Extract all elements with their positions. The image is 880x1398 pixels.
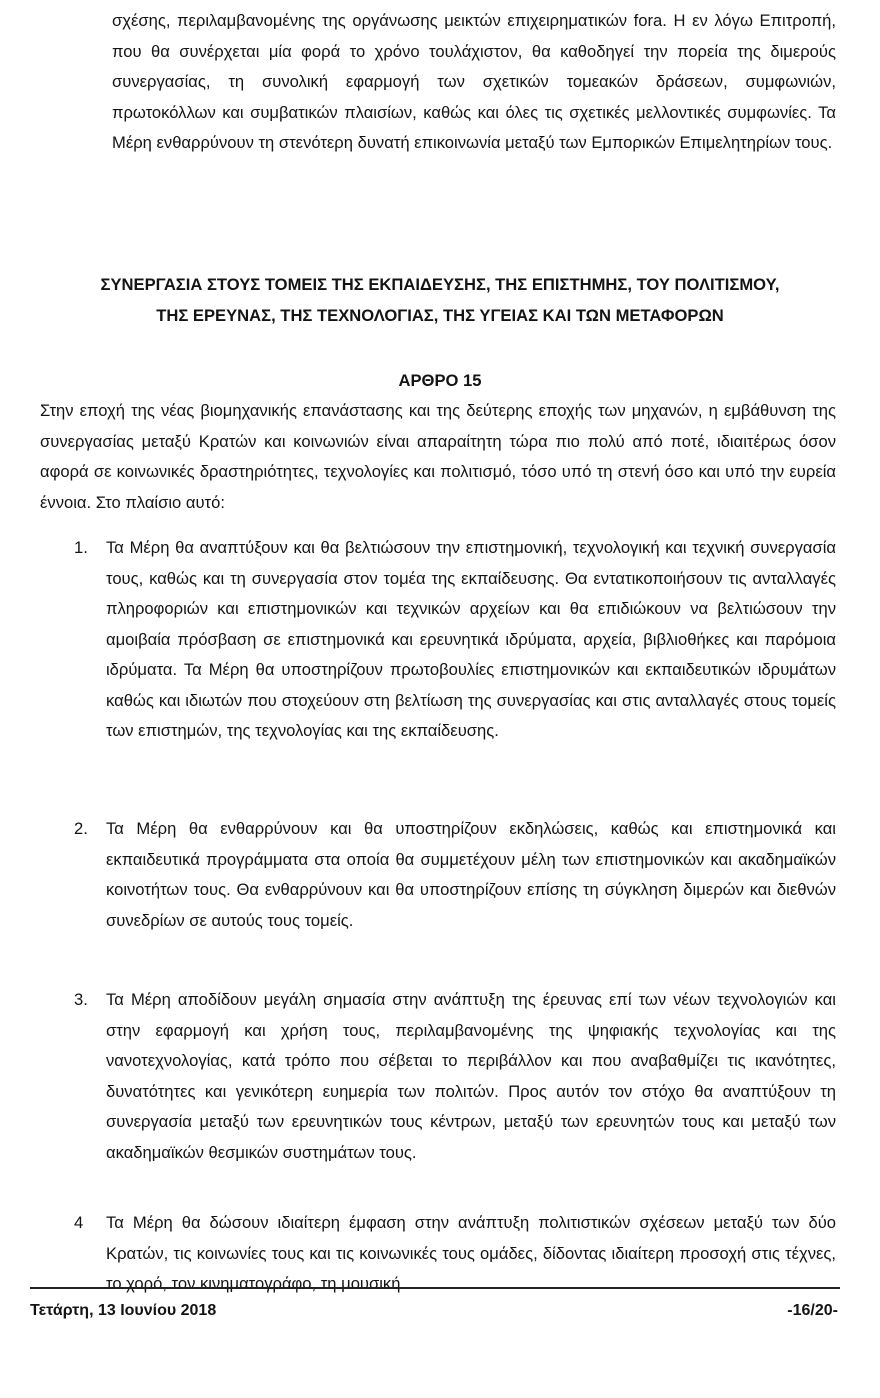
list-item-text: Τα Μέρη θα ενθαρρύνουν και θα υποστηρίζουν εκδηλώσεις, καθώς και επιστημονικά και εκπαιδευτικά προγράμματα στα οποία θα συμμετέχουν μέλη των επιστημονικών και ακαδημαϊκών κοινοτήτων τους. Θα ενθαρρύνουν και θα υποστηρίζουν επίσης τη σύγκληση διμερών και διεθνών συνεδρίων σε αυτούς τους τομείς. xyxy=(106,819,836,930)
section-heading xyxy=(40,270,840,331)
list-item-number: 1. xyxy=(74,538,88,557)
intro-paragraph: σχέσης, περιλαμβανομένης της οργάνωσης μεικτών επιχειρηματικών fora. Η εν λόγω Επιτροπή, που θα συνέρχεται μία φορά το χρόνο τουλάχιστον, θα καθοδηγεί την πορεία της διμερούς συνεργασίας, τη συνολική εφαρμογή των σχετικών τομεακών δράσεων, συμφωνιών, πρωτοκόλλων και συμβατικών πλαισίων, καθώς και όλες τις σχετικές μελλοντικές συμφωνίες. Τα Μέρη ενθαρρύνουν τη στενότερη δυνατή επικοινωνία μεταξύ των Εμπορικών Επιμελητηρίων τους. xyxy=(112,11,836,152)
article-title: ΑΡΘΡΟ 15 xyxy=(398,371,482,390)
list-item-number: 2. xyxy=(74,819,88,838)
footer-date: Τετάρτη, 13 Ιουνίου 2018 xyxy=(30,1302,217,1319)
section-heading-line-2: ΤΗΣ ΕΡΕΥΝΑΣ, ΤΗΣ ΤΕΧΝΟΛΟΓΙΑΣ, ΤΗΣ ΥΓΕΙΑΣ ΚΑΙ ΤΩΝ ΜΕΤΑΦΟΡΩΝ xyxy=(156,305,724,325)
list-item-text: Τα Μέρη θα δώσουν ιδιαίτερη έμφαση στην ανάπτυξη πολιτιστικών σχέσεων μεταξύ των δύο Κρατών, τις κοινωνίες τους και τις κοινωνικές τους ομάδες, δίδοντας ιδιαίτερη προσοχή στις τέχνες, το χορό, τον κινηματογράφο, τη μουσική xyxy=(106,1213,836,1293)
page-number: -16/20- xyxy=(787,1302,838,1319)
list-item-number: 4 xyxy=(74,1213,84,1232)
section-heading-line-1: ΣΥΝΕΡΓΑΣΙΑ ΣΤΟΥΣ ΤΟΜΕΙΣ ΤΗΣ ΕΚΠΑΙΔΕΥΣΗΣ, ΤΗΣ ΕΠΙΣΤΗΜΗΣ, ΤΟΥ ΠΟΛΙΤΙΣΜΟΥ, xyxy=(100,275,780,294)
list-item-text: Τα Μέρη θα αναπτύξουν και θα βελτιώσουν την επιστημονική, τεχνολογική και τεχνική συνεργασία τους, καθώς και τη συνεργασία στον τομέα της εκπαίδευσης. Θα εντατικοποιήσουν τις ανταλλαγές πληροφοριών και επιστημονικών και τεχνικών αρχείων και θα επιδιώκουν να βελτιώσουν την αμοιβαία πρόσβαση σε επιστημονικά και ερευνητικά ιδρύματα, αρχεία, βιβλιοθήκες και παρόμοια ιδρύματα. Τα Μέρη θα υποστηρίζουν πρωτοβουλίες επιστημονικών και εκπαιδευτικών ιδρυμάτων καθώς και ιδιωτών που στοχεύουν στη βελτίωση της συνεργασίας και στις ανταλλαγές στους τομείς των επιστημών, της τεχνολογίας και της εκπαίδευσης. xyxy=(106,538,836,740)
lead-paragraph: Στην εποχή της νέας βιομηχανικής επανάστασης και της δεύτερης εποχής των μηχανών, η εμβάθυνση της συνεργασίας μεταξύ Κρατών και κοινωνιών είναι απαραίτητη τώρα πιο πολύ από ποτέ, ιδιαιτέρως όσον αφορά σε κοινωνικές δραστηριότητες, τεχνολογίες και πολιτισμό, τόσο υπό τη στενή όσο και υπό την ευρεία έννοια. Στο πλαίσιο αυτό: xyxy=(40,401,836,512)
footer-divider xyxy=(30,1287,840,1289)
list-item-text: Τα Μέρη αποδίδουν μεγάλη σημασία στην ανάπτυξη της έρευνας επί των νέων τεχνολογιών και στην εφαρμογή και χρήση τους, περιλαμβανομένης της ψηφιακής τεχνολογίας και της νανοτεχνολογίας, κατά τρόπο που σέβεται το περιβάλλον και που αναβαθμίζει τις ικανότητες, δυνατότητες και γενικότερη ευημερία των πολιτών. Προς αυτόν τον στόχο θα αναπτύξουν τη συνεργασία μεταξύ των ερευνητικών τους κέντρων, μεταξύ των ερευνητών τους και μεταξύ των ακαδημαϊκών θεσμικών συστημάτων τους. xyxy=(106,990,836,1162)
list-item-number: 3. xyxy=(74,990,88,1009)
